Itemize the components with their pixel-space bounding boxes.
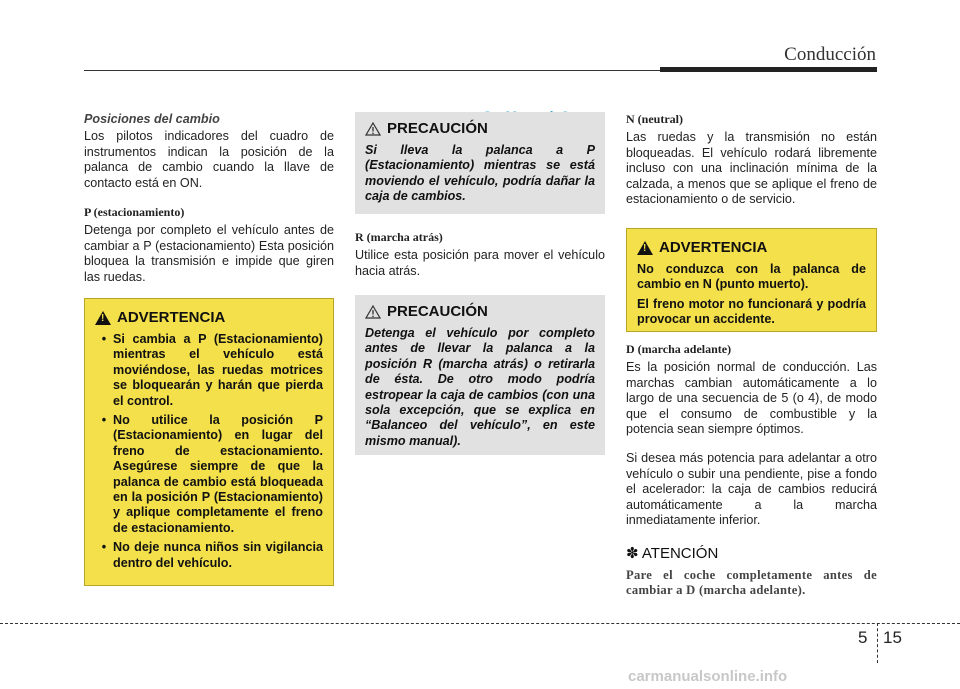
header-rule-thick xyxy=(660,67,877,72)
caution-header xyxy=(365,120,595,137)
warning-header xyxy=(637,239,866,256)
caution-title: PRECAUCIÓN xyxy=(387,303,488,320)
caution-title: PRECAUCIÓN xyxy=(387,120,488,137)
section-title: Conducción xyxy=(784,44,876,65)
column-3 xyxy=(626,112,877,207)
footer-divider-vertical xyxy=(877,623,878,663)
n-position-text: Las ruedas y la transmisión no están bloqueadas. El vehículo rodará libremente incluso con una inclinación mínima de la calzada, a menos que se aplique el freno de estacionamiento o de servicio. xyxy=(626,130,877,207)
caution-header xyxy=(365,303,595,320)
header-rule xyxy=(84,70,660,71)
warning-icon xyxy=(637,241,653,255)
footer-divider xyxy=(0,623,960,624)
p-position-title: P (estacionamiento) xyxy=(84,205,185,220)
column-2 xyxy=(355,230,605,279)
d-position-text: Es la posición normal de conducción. Las marchas cambian automáticamente a lo largo de una secuencia de 5 (o 4), de modo que el consumo de combustible y la potencia sean siempre óptimos. xyxy=(626,360,877,437)
caution-text: Si lleva la palanca a P (Estacionamiento) mientras se está moviendo el vehículo, podría dañar la caja de cambios. xyxy=(365,143,595,204)
intro-paragraph: Los pilotos indicadores del cuadro de instrumentos indican la posición de la palanca de cambio cuando la llave de contacto está en ON. xyxy=(84,129,334,190)
r-position-title: R (marcha atrás) xyxy=(355,230,443,244)
d-position-title: D (marcha adelante) xyxy=(626,342,732,356)
warning-box-park xyxy=(84,298,334,586)
column-1 xyxy=(84,112,334,285)
warning-text: El freno motor no funcionará y podría provocar un accidente. xyxy=(637,296,866,327)
warning-icon xyxy=(95,311,111,325)
caution-box-reverse xyxy=(355,295,605,455)
warning-list xyxy=(95,332,323,571)
warning-box-neutral xyxy=(626,228,877,332)
page-number: 15 xyxy=(883,628,902,647)
caution-text: Detenga el vehículo por completo antes de llevar la palanca a la posición R (marcha atrás) o retirarla de ésta. De otro modo podría estropear la caja de cambios (con una sola excepción, que se explica en “Balanceo del vehículo”, en este mismo manual). xyxy=(365,326,595,448)
chapter-number: 5 xyxy=(858,628,868,647)
attention-heading: ✽ ATENCIÓN xyxy=(626,545,719,563)
attention-text: Pare el coche completamente antes de cambiar a D (marcha adelante). xyxy=(626,567,877,598)
warning-title: ADVERTENCIA xyxy=(117,309,226,326)
watermark-bottom: carmanualsonline.info xyxy=(628,668,788,685)
caution-icon xyxy=(365,305,381,319)
warning-title: ADVERTENCIA xyxy=(659,239,768,256)
warning-item: • No deje nunca niños sin vigilancia dentro del vehículo. xyxy=(95,540,323,571)
warning-item: • Si cambia a P (Estacionamiento) mientras el vehículo está moviéndose, las ruedas motrices se bloquearán y harán que pierda el control. xyxy=(95,332,323,409)
caution-box-park xyxy=(355,112,605,214)
warning-header xyxy=(95,309,323,326)
d-position-text-2: Si desea más potencia para adelantar a otro vehículo o subir una pendiente, pise a fondo el acelerador: la caja de cambios reducirá automáticamente a la marcha inmediatamente inferior. xyxy=(626,451,877,528)
warning-item: • No utilice la posición P (Estacionamiento) en lugar del freno de estacionamiento. Asegúrese siempre de que la palanca de cambio está bloqueada en la posición P (Estacionamiento) y aplique completamente el freno de estacionamiento. xyxy=(95,413,323,536)
r-position-text: Utilice esta posición para mover el vehículo hacia atrás. xyxy=(355,248,605,278)
caution-icon xyxy=(365,122,381,136)
section-heading: Posiciones del cambio xyxy=(84,112,220,126)
column-3-lower xyxy=(626,342,877,599)
p-position-text: Detenga por completo el vehículo antes de cambiar a P (estacionamiento) Esta posición bloquea la transmisión e impide que giren las ruedas. xyxy=(84,223,334,284)
n-position-title: N (neutral) xyxy=(626,112,683,126)
warning-text: No conduzca con la palanca de cambio en N (punto muerto). xyxy=(637,262,866,292)
